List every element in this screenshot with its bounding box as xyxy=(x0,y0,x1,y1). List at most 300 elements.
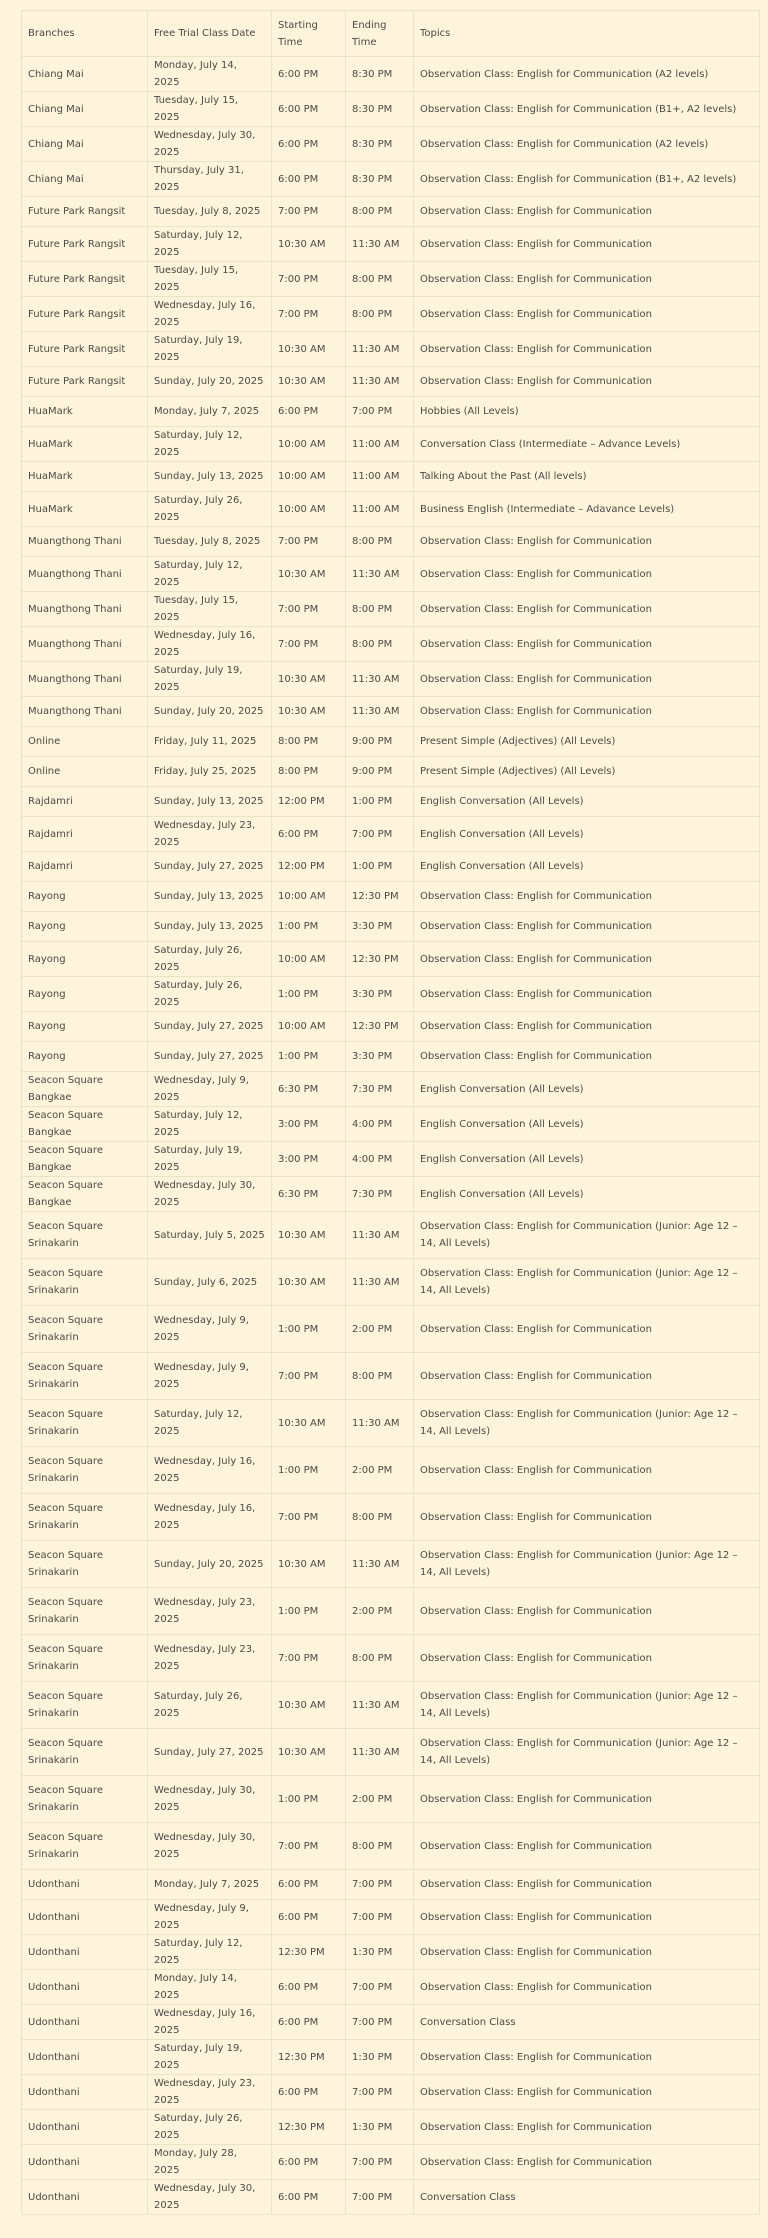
table-row xyxy=(22,727,760,757)
start-time-cell: 10:30 AM xyxy=(272,1400,346,1447)
table-row xyxy=(22,2075,760,2110)
topic-cell: Observation Class: English for Communication xyxy=(414,332,760,367)
date-cell: Wednesday, July 23, 2025 xyxy=(148,1588,272,1635)
date-cell: Saturday, July 12, 2025 xyxy=(148,427,272,462)
end-time-cell: 7:30 PM xyxy=(346,1177,414,1212)
topic-cell: Present Simple (Adjectives) (All Levels) xyxy=(414,757,760,787)
topic-cell: Observation Class: English for Communication (Junior: Age 12 – 14, All Levels) xyxy=(414,1400,760,1447)
topic-cell: English Conversation (All Levels) xyxy=(414,852,760,882)
branch-cell: Chiang Mai xyxy=(22,57,148,92)
start-time-cell: 7:00 PM xyxy=(272,627,346,662)
table-row xyxy=(22,557,760,592)
table-row xyxy=(22,492,760,527)
date-cell: Saturday, July 12, 2025 xyxy=(148,227,272,262)
table-row xyxy=(22,1042,760,1072)
table-row xyxy=(22,1776,760,1823)
end-time-cell: 12:30 PM xyxy=(346,942,414,977)
topic-cell: Observation Class: English for Communication xyxy=(414,977,760,1012)
topic-cell: Observation Class: English for Communication (B1+, A2 levels) xyxy=(414,92,760,127)
end-time-cell: 11:00 AM xyxy=(346,462,414,492)
branch-cell: Seacon Square Srinakarin xyxy=(22,1729,148,1776)
topic-cell: Observation Class: English for Communication (A2 levels) xyxy=(414,127,760,162)
branch-cell: Udonthani xyxy=(22,1935,148,1970)
start-time-cell: 7:00 PM xyxy=(272,1635,346,1682)
start-time-cell: 6:00 PM xyxy=(272,2145,346,2180)
topic-cell: Observation Class: English for Communication xyxy=(414,2145,760,2180)
column-header-date: Free Trial Class Date xyxy=(148,11,272,57)
start-time-cell: 1:00 PM xyxy=(272,912,346,942)
start-time-cell: 10:00 AM xyxy=(272,882,346,912)
topic-cell: Observation Class: English for Communication xyxy=(414,1635,760,1682)
start-time-cell: 6:00 PM xyxy=(272,2005,346,2040)
topic-cell: Observation Class: English for Communication xyxy=(414,1042,760,1072)
end-time-cell: 11:30 AM xyxy=(346,557,414,592)
date-cell: Sunday, July 13, 2025 xyxy=(148,882,272,912)
end-time-cell: 7:00 PM xyxy=(346,1970,414,2005)
end-time-cell: 11:30 AM xyxy=(346,1682,414,1729)
topic-cell: Observation Class: English for Communication xyxy=(414,2110,760,2145)
end-time-cell: 1:30 PM xyxy=(346,2110,414,2145)
start-time-cell: 7:00 PM xyxy=(272,1494,346,1541)
topic-cell: Observation Class: English for Communication xyxy=(414,882,760,912)
topic-cell: Observation Class: English for Communication xyxy=(414,527,760,557)
branch-cell: Muangthong Thani xyxy=(22,557,148,592)
branch-cell: HuaMark xyxy=(22,492,148,527)
end-time-cell: 8:00 PM xyxy=(346,197,414,227)
end-time-cell: 8:30 PM xyxy=(346,57,414,92)
date-cell: Sunday, July 20, 2025 xyxy=(148,1541,272,1588)
date-cell: Wednesday, July 9, 2025 xyxy=(148,1072,272,1107)
column-header-branches: Branches xyxy=(22,11,148,57)
table-row xyxy=(22,262,760,297)
topic-cell: Observation Class: English for Communication xyxy=(414,592,760,627)
branch-cell: Chiang Mai xyxy=(22,92,148,127)
date-cell: Wednesday, July 16, 2025 xyxy=(148,627,272,662)
end-time-cell: 11:30 AM xyxy=(346,662,414,697)
topic-cell: Observation Class: English for Communication xyxy=(414,1776,760,1823)
date-cell: Saturday, July 26, 2025 xyxy=(148,2110,272,2145)
start-time-cell: 6:00 PM xyxy=(272,817,346,852)
topic-cell: Observation Class: English for Communication xyxy=(414,1900,760,1935)
topic-cell: English Conversation (All Levels) xyxy=(414,1107,760,1142)
date-cell: Wednesday, July 9, 2025 xyxy=(148,1353,272,1400)
table-row xyxy=(22,427,760,462)
topic-cell: Observation Class: English for Communication xyxy=(414,942,760,977)
topic-cell: Observation Class: English for Communication (Junior: Age 12 – 14, All Levels) xyxy=(414,1259,760,1306)
table-body xyxy=(22,57,760,2215)
table-row xyxy=(22,57,760,92)
date-cell: Wednesday, July 30, 2025 xyxy=(148,1177,272,1212)
start-time-cell: 10:00 AM xyxy=(272,427,346,462)
table-row xyxy=(22,2005,760,2040)
date-cell: Wednesday, July 9, 2025 xyxy=(148,1900,272,1935)
end-time-cell: 11:00 AM xyxy=(346,492,414,527)
topic-cell: Observation Class: English for Communication (Junior: Age 12 – 14, All Levels) xyxy=(414,1729,760,1776)
topic-cell: Business English (Intermediate – Adavance Levels) xyxy=(414,492,760,527)
date-cell: Tuesday, July 15, 2025 xyxy=(148,92,272,127)
date-cell: Saturday, July 26, 2025 xyxy=(148,1682,272,1729)
start-time-cell: 6:00 PM xyxy=(272,127,346,162)
topic-cell: English Conversation (All Levels) xyxy=(414,787,760,817)
end-time-cell: 11:30 AM xyxy=(346,1259,414,1306)
date-cell: Wednesday, July 16, 2025 xyxy=(148,297,272,332)
branch-cell: Seacon Square Bangkae xyxy=(22,1107,148,1142)
table-row xyxy=(22,1259,760,1306)
table-row xyxy=(22,757,760,787)
table-row xyxy=(22,92,760,127)
end-time-cell: 8:00 PM xyxy=(346,1823,414,1870)
branch-cell: Seacon Square Srinakarin xyxy=(22,1588,148,1635)
branch-cell: Muangthong Thani xyxy=(22,627,148,662)
branch-cell: Rayong xyxy=(22,1042,148,1072)
date-cell: Wednesday, July 30, 2025 xyxy=(148,2180,272,2215)
table-row xyxy=(22,1212,760,1259)
topic-cell: Observation Class: English for Communication xyxy=(414,1306,760,1353)
date-cell: Monday, July 14, 2025 xyxy=(148,1970,272,2005)
column-header-topics: Topics xyxy=(414,11,760,57)
branch-cell: Seacon Square Srinakarin xyxy=(22,1447,148,1494)
end-time-cell: 11:30 AM xyxy=(346,697,414,727)
end-time-cell: 7:00 PM xyxy=(346,2145,414,2180)
topic-cell: Observation Class: English for Communication (A2 levels) xyxy=(414,57,760,92)
table-row xyxy=(22,1012,760,1042)
topic-cell: Observation Class: English for Communication xyxy=(414,1823,760,1870)
end-time-cell: 9:00 PM xyxy=(346,757,414,787)
branch-cell: Rajdamri xyxy=(22,787,148,817)
date-cell: Wednesday, July 23, 2025 xyxy=(148,1635,272,1682)
table-row xyxy=(22,912,760,942)
date-cell: Sunday, July 27, 2025 xyxy=(148,1729,272,1776)
table-row xyxy=(22,1400,760,1447)
branch-cell: Seacon Square Srinakarin xyxy=(22,1541,148,1588)
date-cell: Sunday, July 20, 2025 xyxy=(148,367,272,397)
end-time-cell: 4:00 PM xyxy=(346,1142,414,1177)
table-row xyxy=(22,1935,760,1970)
end-time-cell: 11:30 AM xyxy=(346,1400,414,1447)
start-time-cell: 7:00 PM xyxy=(272,262,346,297)
table-row xyxy=(22,817,760,852)
start-time-cell: 7:00 PM xyxy=(272,592,346,627)
date-cell: Monday, July 28, 2025 xyxy=(148,2145,272,2180)
start-time-cell: 6:00 PM xyxy=(272,162,346,197)
date-cell: Saturday, July 26, 2025 xyxy=(148,977,272,1012)
date-cell: Saturday, July 19, 2025 xyxy=(148,2040,272,2075)
start-time-cell: 6:00 PM xyxy=(272,2180,346,2215)
date-cell: Wednesday, July 30, 2025 xyxy=(148,1823,272,1870)
date-cell: Saturday, July 19, 2025 xyxy=(148,332,272,367)
branch-cell: Rajdamri xyxy=(22,852,148,882)
topic-cell: Conversation Class xyxy=(414,2005,760,2040)
end-time-cell: 8:00 PM xyxy=(346,1494,414,1541)
end-time-cell: 8:30 PM xyxy=(346,162,414,197)
date-cell: Sunday, July 27, 2025 xyxy=(148,1042,272,1072)
table-row xyxy=(22,397,760,427)
end-time-cell: 8:00 PM xyxy=(346,627,414,662)
topic-cell: Observation Class: English for Communication xyxy=(414,262,760,297)
date-cell: Wednesday, July 23, 2025 xyxy=(148,817,272,852)
branch-cell: Seacon Square Srinakarin xyxy=(22,1635,148,1682)
table-row xyxy=(22,197,760,227)
topic-cell: Observation Class: English for Communication (Junior: Age 12 – 14, All Levels) xyxy=(414,1682,760,1729)
date-cell: Tuesday, July 15, 2025 xyxy=(148,262,272,297)
branch-cell: Muangthong Thani xyxy=(22,527,148,557)
topic-cell: Observation Class: English for Communication xyxy=(414,1970,760,2005)
branch-cell: Seacon Square Bangkae xyxy=(22,1177,148,1212)
topic-cell: Observation Class: English for Communication xyxy=(414,2075,760,2110)
branch-cell: Seacon Square Srinakarin xyxy=(22,1212,148,1259)
topic-cell: Observation Class: English for Communication xyxy=(414,1447,760,1494)
branch-cell: Seacon Square Srinakarin xyxy=(22,1400,148,1447)
end-time-cell: 7:00 PM xyxy=(346,817,414,852)
branch-cell: Udonthani xyxy=(22,1870,148,1900)
schedule-table-container xyxy=(21,10,759,2215)
topic-cell: Observation Class: English for Communication (Junior: Age 12 – 14, All Levels) xyxy=(414,1212,760,1259)
start-time-cell: 10:30 AM xyxy=(272,332,346,367)
start-time-cell: 12:30 PM xyxy=(272,2040,346,2075)
end-time-cell: 9:00 PM xyxy=(346,727,414,757)
table-row xyxy=(22,697,760,727)
date-cell: Sunday, July 20, 2025 xyxy=(148,697,272,727)
topic-cell: Observation Class: English for Communication xyxy=(414,1353,760,1400)
start-time-cell: 3:00 PM xyxy=(272,1107,346,1142)
start-time-cell: 6:00 PM xyxy=(272,92,346,127)
start-time-cell: 7:00 PM xyxy=(272,1353,346,1400)
start-time-cell: 3:00 PM xyxy=(272,1142,346,1177)
end-time-cell: 11:30 AM xyxy=(346,1729,414,1776)
table-row xyxy=(22,1900,760,1935)
topic-cell: Observation Class: English for Communication xyxy=(414,697,760,727)
end-time-cell: 11:30 AM xyxy=(346,227,414,262)
table-row xyxy=(22,662,760,697)
branch-cell: HuaMark xyxy=(22,427,148,462)
topic-cell: English Conversation (All Levels) xyxy=(414,1072,760,1107)
start-time-cell: 10:30 AM xyxy=(272,1259,346,1306)
start-time-cell: 1:00 PM xyxy=(272,977,346,1012)
start-time-cell: 12:30 PM xyxy=(272,1935,346,1970)
topic-cell: Observation Class: English for Communication xyxy=(414,367,760,397)
end-time-cell: 11:30 AM xyxy=(346,1212,414,1259)
branch-cell: Future Park Rangsit xyxy=(22,332,148,367)
start-time-cell: 6:00 PM xyxy=(272,2075,346,2110)
date-cell: Sunday, July 13, 2025 xyxy=(148,787,272,817)
end-time-cell: 7:00 PM xyxy=(346,2075,414,2110)
topic-cell: Observation Class: English for Communication xyxy=(414,1870,760,1900)
table-row xyxy=(22,592,760,627)
branch-cell: Seacon Square Bangkae xyxy=(22,1072,148,1107)
start-time-cell: 1:00 PM xyxy=(272,1306,346,1353)
start-time-cell: 1:00 PM xyxy=(272,1042,346,1072)
topic-cell: Observation Class: English for Communication xyxy=(414,557,760,592)
start-time-cell: 10:00 AM xyxy=(272,1012,346,1042)
date-cell: Saturday, July 12, 2025 xyxy=(148,1400,272,1447)
end-time-cell: 8:30 PM xyxy=(346,92,414,127)
start-time-cell: 10:30 AM xyxy=(272,662,346,697)
end-time-cell: 3:30 PM xyxy=(346,1042,414,1072)
end-time-cell: 1:30 PM xyxy=(346,1935,414,1970)
end-time-cell: 7:00 PM xyxy=(346,2180,414,2215)
branch-cell: Udonthani xyxy=(22,2075,148,2110)
start-time-cell: 10:30 AM xyxy=(272,227,346,262)
topic-cell: Observation Class: English for Communication xyxy=(414,297,760,332)
table-row xyxy=(22,1588,760,1635)
table-row xyxy=(22,1970,760,2005)
column-header-starting-time: Starting Time xyxy=(272,11,346,57)
branch-cell: Seacon Square Srinakarin xyxy=(22,1306,148,1353)
end-time-cell: 12:30 PM xyxy=(346,1012,414,1042)
table-row xyxy=(22,1353,760,1400)
branch-cell: Udonthani xyxy=(22,1900,148,1935)
topic-cell: Observation Class: English for Communication xyxy=(414,912,760,942)
date-cell: Friday, July 25, 2025 xyxy=(148,757,272,787)
branch-cell: Rayong xyxy=(22,912,148,942)
branch-cell: Udonthani xyxy=(22,1970,148,2005)
date-cell: Sunday, July 6, 2025 xyxy=(148,1259,272,1306)
branch-cell: Muangthong Thani xyxy=(22,697,148,727)
topic-cell: Present Simple (Adjectives) (All Levels) xyxy=(414,727,760,757)
start-time-cell: 10:00 AM xyxy=(272,492,346,527)
topic-cell: English Conversation (All Levels) xyxy=(414,817,760,852)
date-cell: Saturday, July 5, 2025 xyxy=(148,1212,272,1259)
date-cell: Sunday, July 27, 2025 xyxy=(148,1012,272,1042)
header-row xyxy=(22,11,760,57)
branch-cell: Seacon Square Srinakarin xyxy=(22,1494,148,1541)
start-time-cell: 6:00 PM xyxy=(272,1870,346,1900)
table-row xyxy=(22,882,760,912)
topic-cell: Observation Class: English for Communication xyxy=(414,2040,760,2075)
start-time-cell: 10:30 AM xyxy=(272,1541,346,1588)
start-time-cell: 6:30 PM xyxy=(272,1177,346,1212)
table-row xyxy=(22,2145,760,2180)
end-time-cell: 8:00 PM xyxy=(346,297,414,332)
table-row xyxy=(22,1823,760,1870)
branch-cell: Seacon Square Srinakarin xyxy=(22,1259,148,1306)
end-time-cell: 7:00 PM xyxy=(346,1900,414,1935)
end-time-cell: 4:00 PM xyxy=(346,1107,414,1142)
topic-cell: Observation Class: English for Communication xyxy=(414,1588,760,1635)
date-cell: Sunday, July 13, 2025 xyxy=(148,912,272,942)
date-cell: Wednesday, July 30, 2025 xyxy=(148,1776,272,1823)
end-time-cell: 2:00 PM xyxy=(346,1306,414,1353)
topic-cell: English Conversation (All Levels) xyxy=(414,1142,760,1177)
start-time-cell: 10:00 AM xyxy=(272,462,346,492)
end-time-cell: 8:00 PM xyxy=(346,262,414,297)
branch-cell: Seacon Square Srinakarin xyxy=(22,1682,148,1729)
table-row xyxy=(22,1541,760,1588)
branch-cell: Udonthani xyxy=(22,2180,148,2215)
topic-cell: Observation Class: English for Communication xyxy=(414,627,760,662)
table-row xyxy=(22,1870,760,1900)
date-cell: Wednesday, July 23, 2025 xyxy=(148,2075,272,2110)
end-time-cell: 2:00 PM xyxy=(346,1588,414,1635)
topic-cell: Observation Class: English for Communication xyxy=(414,197,760,227)
table-row xyxy=(22,297,760,332)
column-header-ending-time: Ending Time xyxy=(346,11,414,57)
table-row xyxy=(22,332,760,367)
table-row xyxy=(22,942,760,977)
table-row xyxy=(22,227,760,262)
branch-cell: Muangthong Thani xyxy=(22,592,148,627)
table-row xyxy=(22,1072,760,1107)
topic-cell: Observation Class: English for Communication xyxy=(414,1012,760,1042)
date-cell: Sunday, July 27, 2025 xyxy=(148,852,272,882)
table-row xyxy=(22,367,760,397)
start-time-cell: 6:30 PM xyxy=(272,1072,346,1107)
end-time-cell: 8:00 PM xyxy=(346,1635,414,1682)
start-time-cell: 10:30 AM xyxy=(272,367,346,397)
table-row xyxy=(22,977,760,1012)
end-time-cell: 8:30 PM xyxy=(346,127,414,162)
date-cell: Thursday, July 31, 2025 xyxy=(148,162,272,197)
start-time-cell: 8:00 PM xyxy=(272,727,346,757)
end-time-cell: 8:00 PM xyxy=(346,592,414,627)
end-time-cell: 8:00 PM xyxy=(346,527,414,557)
end-time-cell: 7:00 PM xyxy=(346,2005,414,2040)
branch-cell: HuaMark xyxy=(22,462,148,492)
table-row xyxy=(22,1142,760,1177)
branch-cell: Rayong xyxy=(22,1012,148,1042)
date-cell: Tuesday, July 15, 2025 xyxy=(148,592,272,627)
table-row xyxy=(22,627,760,662)
start-time-cell: 10:30 AM xyxy=(272,1682,346,1729)
branch-cell: Rayong xyxy=(22,977,148,1012)
topic-cell: Observation Class: English for Communication (Junior: Age 12 – 14, All Levels) xyxy=(414,1541,760,1588)
date-cell: Monday, July 7, 2025 xyxy=(148,1870,272,1900)
date-cell: Wednesday, July 30, 2025 xyxy=(148,127,272,162)
date-cell: Friday, July 11, 2025 xyxy=(148,727,272,757)
branch-cell: Chiang Mai xyxy=(22,127,148,162)
topic-cell: Observation Class: English for Communication xyxy=(414,662,760,697)
end-time-cell: 3:30 PM xyxy=(346,977,414,1012)
start-time-cell: 10:30 AM xyxy=(272,1212,346,1259)
date-cell: Saturday, July 12, 2025 xyxy=(148,557,272,592)
start-time-cell: 7:00 PM xyxy=(272,297,346,332)
date-cell: Saturday, July 26, 2025 xyxy=(148,492,272,527)
branch-cell: Online xyxy=(22,757,148,787)
branch-cell: Muangthong Thani xyxy=(22,662,148,697)
end-time-cell: 1:00 PM xyxy=(346,787,414,817)
end-time-cell: 7:00 PM xyxy=(346,1870,414,1900)
branch-cell: Seacon Square Srinakarin xyxy=(22,1823,148,1870)
end-time-cell: 11:30 AM xyxy=(346,367,414,397)
branch-cell: Seacon Square Srinakarin xyxy=(22,1776,148,1823)
schedule-table xyxy=(21,10,760,2215)
end-time-cell: 11:30 AM xyxy=(346,332,414,367)
start-time-cell: 6:00 PM xyxy=(272,1970,346,2005)
table-row xyxy=(22,462,760,492)
table-row xyxy=(22,1107,760,1142)
branch-cell: Seacon Square Srinakarin xyxy=(22,1353,148,1400)
start-time-cell: 12:00 PM xyxy=(272,787,346,817)
start-time-cell: 1:00 PM xyxy=(272,1447,346,1494)
branch-cell: Rajdamri xyxy=(22,817,148,852)
branch-cell: Future Park Rangsit xyxy=(22,297,148,332)
table-row xyxy=(22,1306,760,1353)
branch-cell: HuaMark xyxy=(22,397,148,427)
branch-cell: Rayong xyxy=(22,882,148,912)
start-time-cell: 6:00 PM xyxy=(272,57,346,92)
date-cell: Wednesday, July 16, 2025 xyxy=(148,1447,272,1494)
table-row xyxy=(22,1494,760,1541)
branch-cell: Future Park Rangsit xyxy=(22,262,148,297)
date-cell: Saturday, July 12, 2025 xyxy=(148,1107,272,1142)
date-cell: Saturday, July 19, 2025 xyxy=(148,662,272,697)
table-row xyxy=(22,1447,760,1494)
table-row xyxy=(22,1682,760,1729)
date-cell: Monday, July 14, 2025 xyxy=(148,57,272,92)
table-row xyxy=(22,852,760,882)
date-cell: Saturday, July 26, 2025 xyxy=(148,942,272,977)
end-time-cell: 12:30 PM xyxy=(346,882,414,912)
